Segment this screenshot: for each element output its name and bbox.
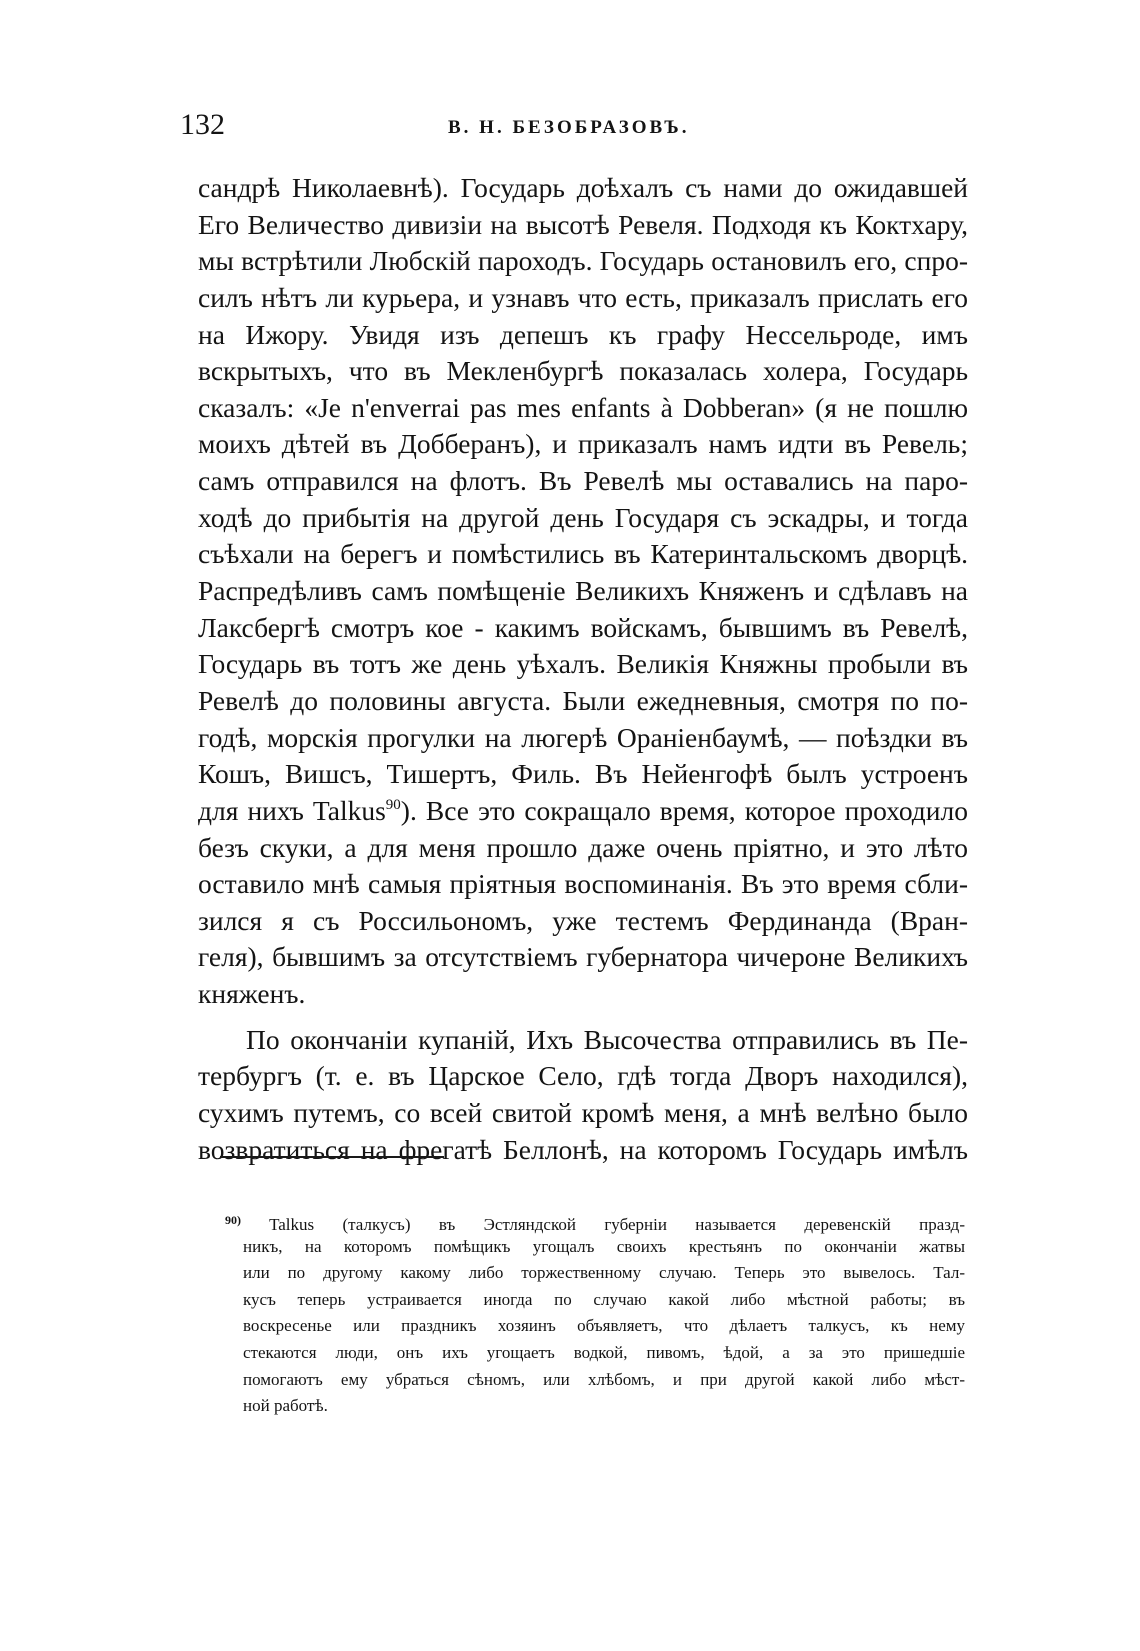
footnote-line: стекаются люди, онъ ихъ угощаетъ водкой, пивомъ, ѣдой, а за это пришедшіе (243, 1342, 965, 1362)
text-line: сандрѣ Николаевнѣ). Государь доѣхалъ съ нами до ожидавшей (198, 172, 968, 203)
main-text (198, 170, 968, 1168)
text-fragment: ). Все это сокращало время, которое проходило (400, 794, 968, 826)
footnote-separator (220, 1156, 444, 1158)
footnote-text: Talkus (талкусъ) въ Эстляндской губерніи называется деревенскій празд- (269, 1215, 965, 1234)
text-line: съѣхали на берегъ и помѣстились въ Катеринтальскомъ дворцѣ. (198, 538, 968, 570)
footnote-marker: 90) (225, 1213, 241, 1227)
text-line: Его Величество дивизіи на высотѣ Ревеля. Подходя къ Коктхару, (198, 208, 968, 240)
running-head: В. Н. БЕЗОБРАЗОВЪ. (448, 117, 690, 138)
footnote-line: кусъ теперь устраивается иногда по случаю какой либо мѣстной работы; въ (243, 1289, 965, 1309)
text-line: Распредѣливъ самъ помѣщеніе Великихъ Княженъ и сдѣлавъ на (198, 575, 968, 607)
footnote-line: воскресенье или праздникъ хозяинъ объявляетъ, что дѣлаетъ талкусъ, къ нему (243, 1316, 965, 1336)
text-line-with-footnote-ref (198, 793, 968, 830)
text-line: самъ отправился на флотъ. Въ Ревелѣ мы оставались на паро- (198, 465, 968, 497)
text-line: оставило мнѣ самыя пріятныя воспоминанія. Въ это время сбли- (198, 868, 968, 900)
text-line: силъ нѣтъ ли курьера, и узнавъ что есть, приказалъ прислать его (198, 281, 968, 313)
text-line: годѣ, морскія прогулки на люгерѣ Ораніенбаумѣ, — поѣздки въ (198, 721, 968, 753)
text-line: безъ скуки, а для меня прошло даже очень пріятно, и это лѣто (198, 831, 968, 863)
footnote-line: никъ, на которомъ помѣщикъ угощалъ своихъ крестьянъ по окончаніи жатвы (243, 1236, 965, 1256)
text-line: возвратиться на фрегатѣ Беллонѣ, на которомъ Государь имѣлъ (198, 1133, 968, 1165)
page-number: 132 (180, 108, 225, 141)
text-line: Ревелѣ до половины августа. Были ежедневныя, смотря по по- (198, 684, 968, 716)
paragraph-1 (198, 170, 968, 1013)
text-line: геля), бывшимъ за отсутствіемъ губернатора чичероне Великихъ (198, 941, 968, 973)
footnote-line (225, 1207, 965, 1234)
text-line: на Ижору. Увидя изъ депешъ къ графу Нессельроде, имъ (198, 318, 968, 350)
text-line: ходѣ до прибытія на другой день Государя съ эскадры, и тогда (198, 501, 968, 533)
text-line: сухимъ путемъ, со всей свитой кромѣ меня, а мнѣ велѣно было (198, 1097, 968, 1129)
text-line: княженъ. (198, 978, 306, 1010)
footnote-line: или по другому какому либо торжественному случаю. Теперь это вывелось. Тал- (243, 1263, 965, 1283)
text-line: Государь въ тотъ же день уѣхалъ. Великія Княжны пробыли въ (198, 648, 968, 680)
text-line: Кошъ, Вишсъ, Тишертъ, Филь. Въ Нейенгофѣ былъ устроенъ (198, 758, 968, 790)
footnote-reference[interactable]: 90 (385, 796, 401, 813)
text-line: По окончаніи купаній, Ихъ Высочества отправились въ Пе- (246, 1023, 968, 1055)
text-line: вскрытыхъ, что въ Мекленбургѣ показалась холера, Государь (198, 355, 968, 387)
text-line: тербургъ (т. е. въ Царское Село, гдѣ тогда Дворъ находился), (198, 1060, 968, 1092)
text-fragment: для нихъ Talkus (198, 794, 386, 826)
footnote-line: помогаютъ ему убраться сѣномъ, или хлѣбомъ, и при другой какой либо мѣст- (243, 1369, 965, 1389)
text-line: Лаксбергѣ смотръ кое - какимъ войскамъ, бывшимъ въ Ревелѣ, (198, 611, 968, 643)
paragraph-2 (198, 1022, 968, 1169)
text-line: мы встрѣтили Любскій пароходъ. Государь остановилъ его, спро- (198, 245, 968, 277)
footnote (225, 1207, 965, 1420)
footnote-line: ной работѣ. (243, 1396, 328, 1416)
text-line: моихъ дѣтей въ Добберанъ), и приказалъ намъ идти въ Ревель; (198, 428, 968, 460)
text-line: зился я съ Россильономъ, уже тестемъ Фердинанда (Вран- (198, 904, 968, 936)
text-line: сказалъ: «Je n'enverrai pas mes enfants à Dobberan» (я не пошлю (198, 391, 968, 423)
